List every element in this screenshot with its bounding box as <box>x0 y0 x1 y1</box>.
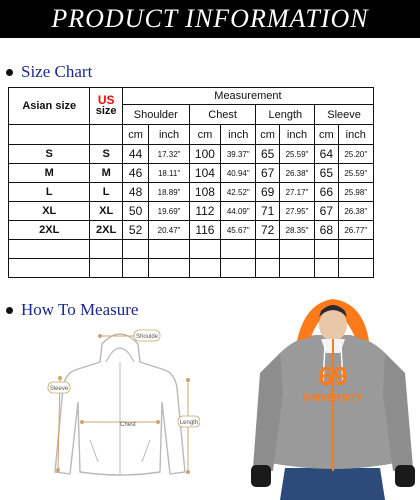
face <box>319 309 347 341</box>
size-chart-heading <box>6 62 92 82</box>
length-cm-cell: 71 <box>256 202 279 221</box>
chest-inch-cell: 40.94" <box>221 164 256 183</box>
unit-inch: inch <box>279 125 314 145</box>
banner <box>0 0 420 38</box>
sleeve-inch-cell: 26.38" <box>338 202 374 221</box>
unit-cm: cm <box>315 125 338 145</box>
length-cm-cell: 65 <box>256 145 279 164</box>
asian-size-cell: 2XL <box>9 221 90 240</box>
sleeve-cm-cell: 65 <box>315 164 338 183</box>
banner-title: PRODUCT INFORMATION <box>51 4 369 33</box>
unit-cm: cm <box>189 125 220 145</box>
chest-label: Chest <box>120 422 136 428</box>
shoulder-inch-cell: 19.69" <box>149 202 189 221</box>
sleeve-inch-cell: 25.98" <box>338 183 374 202</box>
header-us-label: US <box>97 93 115 107</box>
us-size-cell: S <box>90 145 122 164</box>
blank-cell <box>90 125 122 145</box>
shoulder-cm-cell: 44 <box>122 145 149 164</box>
sleeve-cm-cell: 66 <box>315 183 338 202</box>
print-number: 69 <box>318 361 348 391</box>
us-size-cell: L <box>90 183 122 202</box>
header-length: Length <box>256 105 315 125</box>
unit-inch: inch <box>338 125 374 145</box>
us-size-cell: XL <box>90 202 122 221</box>
shoulder-label: Shoulde <box>135 334 159 340</box>
shoulder-inch-cell: 20.47" <box>149 221 189 240</box>
table-row <box>9 145 374 164</box>
sleeve-inch-cell: 25.59" <box>338 164 374 183</box>
header-chest: Chest <box>189 105 256 125</box>
chest-cm-cell: 116 <box>189 221 220 240</box>
header-asian-size: Asian size <box>9 88 90 125</box>
header-measurement: Measurement <box>122 88 373 105</box>
chest-cm-cell: 100 <box>189 145 220 164</box>
length-inch-cell: 27.17" <box>279 183 314 202</box>
sleeve-cm-cell: 64 <box>315 145 338 164</box>
unit-cm: cm <box>122 125 149 145</box>
unit-cm: cm <box>256 125 279 145</box>
shoulder-inch-cell: 18.11" <box>149 164 189 183</box>
header-us-size <box>90 88 122 125</box>
length-inch-cell: 28.35" <box>279 221 314 240</box>
pocket-left <box>90 440 98 462</box>
table-row <box>9 183 374 202</box>
chest-cm-cell: 104 <box>189 164 220 183</box>
us-size-cell: 2XL <box>90 221 122 240</box>
chest-inch-cell: 45.67" <box>221 221 256 240</box>
unit-inch: inch <box>221 125 256 145</box>
unit-inch: inch <box>149 125 189 145</box>
shoulder-cm-cell: 48 <box>122 183 149 202</box>
hoodie-measure-diagram <box>40 322 200 492</box>
length-inch-cell: 26.38" <box>279 164 314 183</box>
asian-size-cell: L <box>9 183 90 202</box>
sleeve-label: Sleeve <box>49 386 69 392</box>
length-inch-cell: 25.59" <box>279 145 314 164</box>
pocket-right <box>142 440 150 462</box>
shoulder-inch-cell: 17.32" <box>149 145 189 164</box>
us-size-cell: M <box>90 164 122 183</box>
size-chart-title: Size Chart <box>21 62 93 81</box>
header-sleeve: Sleeve <box>315 105 374 125</box>
bullet-icon <box>6 69 13 76</box>
bullet-icon <box>6 307 13 314</box>
asian-size-cell: XL <box>9 202 90 221</box>
how-to-measure-title: How To Measure <box>21 300 139 319</box>
sleeve-inch-cell: 26.77" <box>338 221 374 240</box>
length-cm-cell: 69 <box>256 183 279 202</box>
header-shoulder: Shoulder <box>122 105 189 125</box>
sleeve-cm-cell: 68 <box>315 221 338 240</box>
jeans <box>280 468 385 500</box>
hood-inner <box>106 348 134 362</box>
shoulder-inch-cell: 18.89" <box>149 183 189 202</box>
chest-cm-cell: 108 <box>189 183 220 202</box>
length-cm-cell: 67 <box>256 164 279 183</box>
shoulder-cm-cell: 46 <box>122 164 149 183</box>
how-to-measure-heading <box>6 300 138 320</box>
chest-inch-cell: 42.52" <box>221 183 256 202</box>
header-us-size-label: size <box>95 105 117 117</box>
sleeve-inch-cell: 25.20" <box>338 145 374 164</box>
blank-cell <box>9 125 90 145</box>
chest-inch-cell: 39.37" <box>221 145 256 164</box>
table-row-empty <box>9 240 374 259</box>
asian-size-cell: S <box>9 145 90 164</box>
print-word: UNIVERSITY <box>302 393 364 404</box>
length-inch-cell: 27.95" <box>279 202 314 221</box>
shoulder-cm-cell: 50 <box>122 202 149 221</box>
table-row <box>9 164 374 183</box>
table-row <box>9 221 374 240</box>
chest-inch-cell: 44.09" <box>221 202 256 221</box>
product-photo <box>245 293 420 500</box>
glove-left <box>251 465 271 487</box>
sleeve-cm-cell: 67 <box>315 202 338 221</box>
table-row-empty <box>9 259 374 278</box>
chest-cm-cell: 112 <box>189 202 220 221</box>
asian-size-cell: M <box>9 164 90 183</box>
length-label: Length <box>179 420 199 426</box>
table-row <box>9 202 374 221</box>
shoulder-cm-cell: 52 <box>122 221 149 240</box>
length-cm-cell: 72 <box>256 221 279 240</box>
glove-right <box>395 465 415 487</box>
size-chart-table <box>8 87 374 278</box>
